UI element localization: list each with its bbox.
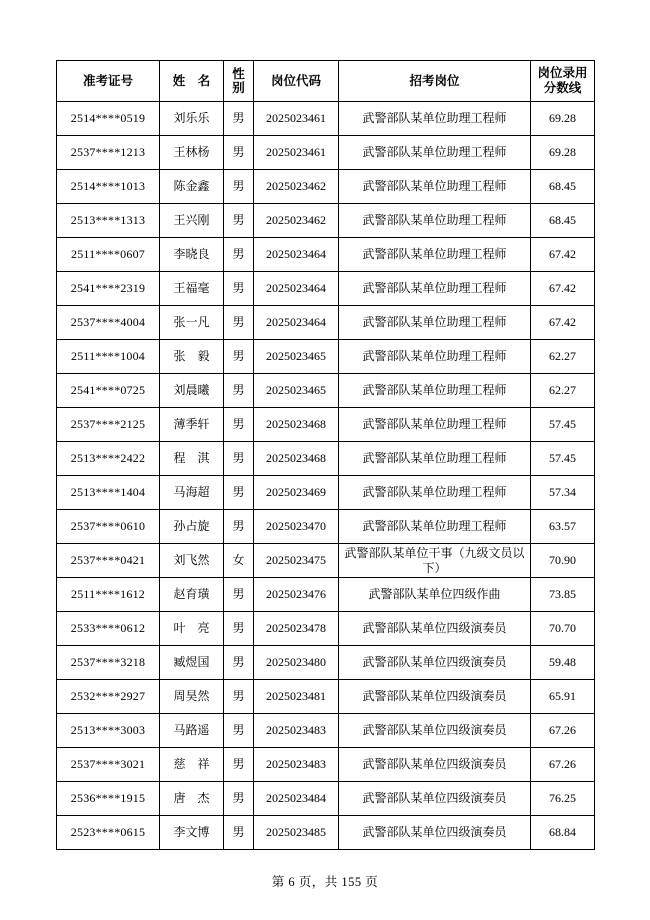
cell-score: 76.25 — [531, 782, 595, 816]
cell-score: 62.27 — [531, 374, 595, 408]
cell-sex: 男 — [224, 816, 254, 850]
cell-post-name: 武警部队某单位助理工程师 — [339, 408, 531, 442]
cell-name: 马路遥 — [160, 714, 224, 748]
cell-sex: 男 — [224, 170, 254, 204]
cell-exam-no: 2514****1013 — [57, 170, 160, 204]
cell-post-name: 武警部队某单位四级演奏员 — [339, 612, 531, 646]
cell-sex: 女 — [224, 544, 254, 578]
table-row — [57, 238, 595, 272]
cell-post-code: 2025023465 — [254, 374, 339, 408]
cell-post-code: 2025023480 — [254, 646, 339, 680]
cell-name: 张 毅 — [160, 340, 224, 374]
cell-exam-no: 2513****1313 — [57, 204, 160, 238]
table-row — [57, 170, 595, 204]
table-row — [57, 782, 595, 816]
cell-score: 63.57 — [531, 510, 595, 544]
cell-exam-no: 2537****1213 — [57, 136, 160, 170]
cell-post-code: 2025023476 — [254, 578, 339, 612]
cell-sex: 男 — [224, 612, 254, 646]
cell-score: 70.70 — [531, 612, 595, 646]
table-row — [57, 442, 595, 476]
cell-name: 臧煜国 — [160, 646, 224, 680]
cell-score: 68.84 — [531, 816, 595, 850]
table-body — [57, 102, 595, 850]
cell-score: 68.45 — [531, 170, 595, 204]
cell-name: 赵育璜 — [160, 578, 224, 612]
cell-score: 68.45 — [531, 204, 595, 238]
cell-post-name: 武警部队某单位助理工程师 — [339, 238, 531, 272]
cell-sex: 男 — [224, 442, 254, 476]
cell-post-name: 武警部队某单位四级演奏员 — [339, 714, 531, 748]
cell-score: 57.45 — [531, 442, 595, 476]
column-header-name: 姓 名 — [160, 61, 224, 102]
table-row — [57, 340, 595, 374]
cell-name: 马海超 — [160, 476, 224, 510]
cell-name: 周昊然 — [160, 680, 224, 714]
column-header-post-code: 岗位代码 — [254, 61, 339, 102]
cell-sex: 男 — [224, 748, 254, 782]
table-row — [57, 374, 595, 408]
cell-exam-no: 2511****1612 — [57, 578, 160, 612]
cell-score: 62.27 — [531, 340, 595, 374]
column-header-sex-line2: 别 — [232, 81, 245, 95]
cell-score: 67.26 — [531, 714, 595, 748]
cell-score: 67.42 — [531, 272, 595, 306]
cell-score: 70.90 — [531, 544, 595, 578]
cell-name: 刘晨曦 — [160, 374, 224, 408]
cell-exam-no: 2513****1404 — [57, 476, 160, 510]
cell-exam-no: 2532****2927 — [57, 680, 160, 714]
cell-exam-no: 2541****0725 — [57, 374, 160, 408]
cell-post-name: 武警部队某单位四级演奏员 — [339, 646, 531, 680]
cell-sex: 男 — [224, 680, 254, 714]
cell-exam-no: 2536****1915 — [57, 782, 160, 816]
cell-post-code: 2025023485 — [254, 816, 339, 850]
table-row — [57, 272, 595, 306]
cell-exam-no: 2513****2422 — [57, 442, 160, 476]
cell-post-code: 2025023462 — [254, 170, 339, 204]
cell-post-name: 武警部队某单位助理工程师 — [339, 340, 531, 374]
cell-sex: 男 — [224, 646, 254, 680]
column-header-sex-line1: 性 — [232, 66, 245, 81]
cell-exam-no: 2537****4004 — [57, 306, 160, 340]
cell-sex: 男 — [224, 578, 254, 612]
cell-post-code: 2025023470 — [254, 510, 339, 544]
table-row — [57, 748, 595, 782]
table-row — [57, 646, 595, 680]
cell-post-code: 2025023481 — [254, 680, 339, 714]
cell-post-code: 2025023468 — [254, 408, 339, 442]
cell-name: 叶 亮 — [160, 612, 224, 646]
cell-post-code: 2025023461 — [254, 102, 339, 136]
table-row — [57, 612, 595, 646]
column-header-sex — [224, 61, 254, 102]
cell-score: 59.48 — [531, 646, 595, 680]
cell-post-code: 2025023468 — [254, 442, 339, 476]
table-row — [57, 714, 595, 748]
cell-post-code: 2025023462 — [254, 204, 339, 238]
cell-score: 57.34 — [531, 476, 595, 510]
cell-post-code: 2025023464 — [254, 238, 339, 272]
cell-score: 67.42 — [531, 238, 595, 272]
cell-name: 唐 杰 — [160, 782, 224, 816]
table-row — [57, 102, 595, 136]
cell-score: 69.28 — [531, 102, 595, 136]
cell-exam-no: 2537****0610 — [57, 510, 160, 544]
cell-exam-no: 2537****0421 — [57, 544, 160, 578]
cell-name: 张一凡 — [160, 306, 224, 340]
cell-sex: 男 — [224, 340, 254, 374]
cell-post-name: 武警部队某单位四级演奏员 — [339, 680, 531, 714]
cell-score: 65.91 — [531, 680, 595, 714]
cell-sex: 男 — [224, 374, 254, 408]
table-row — [57, 136, 595, 170]
cell-sex: 男 — [224, 136, 254, 170]
results-table — [56, 60, 595, 850]
column-header-post-name: 招考岗位 — [339, 61, 531, 102]
cell-post-name: 武警部队某单位助理工程师 — [339, 374, 531, 408]
cell-name: 慈 祥 — [160, 748, 224, 782]
table-row — [57, 510, 595, 544]
table-header-row — [57, 61, 595, 102]
cell-post-name: 武警部队某单位四级作曲 — [339, 578, 531, 612]
cell-name: 王福毫 — [160, 272, 224, 306]
cell-sex: 男 — [224, 408, 254, 442]
table-row — [57, 204, 595, 238]
cell-score: 67.42 — [531, 306, 595, 340]
table-row — [57, 476, 595, 510]
cell-post-name: 武警部队某单位助理工程师 — [339, 442, 531, 476]
cell-exam-no: 2537****2125 — [57, 408, 160, 442]
cell-sex: 男 — [224, 238, 254, 272]
cell-score: 69.28 — [531, 136, 595, 170]
cell-post-code: 2025023464 — [254, 272, 339, 306]
cell-name: 王兴刚 — [160, 204, 224, 238]
cell-post-name: 武警部队某单位干事（九级文员以下） — [339, 544, 531, 578]
column-header-score-line — [531, 61, 595, 102]
table-row — [57, 680, 595, 714]
page-footer: 第 6 页，共 155 页 — [271, 875, 379, 889]
cell-exam-no: 2533****0612 — [57, 612, 160, 646]
cell-sex: 男 — [224, 510, 254, 544]
cell-name: 程 淇 — [160, 442, 224, 476]
cell-exam-no: 2514****0519 — [57, 102, 160, 136]
cell-name: 李文博 — [160, 816, 224, 850]
cell-post-code: 2025023483 — [254, 714, 339, 748]
cell-sex: 男 — [224, 102, 254, 136]
cell-sex: 男 — [224, 204, 254, 238]
cell-post-code: 2025023483 — [254, 748, 339, 782]
column-header-score-line1: 岗位录用 — [537, 66, 588, 81]
cell-exam-no: 2537****3021 — [57, 748, 160, 782]
cell-post-code: 2025023469 — [254, 476, 339, 510]
table-row — [57, 544, 595, 578]
column-header-exam-no: 准考证号 — [57, 61, 160, 102]
cell-score: 67.26 — [531, 748, 595, 782]
cell-post-code: 2025023478 — [254, 612, 339, 646]
column-header-score-line2: 分数线 — [543, 81, 582, 95]
cell-sex: 男 — [224, 476, 254, 510]
cell-name: 孙占旋 — [160, 510, 224, 544]
cell-exam-no: 2541****2319 — [57, 272, 160, 306]
cell-post-name: 武警部队某单位助理工程师 — [339, 510, 531, 544]
cell-post-code: 2025023461 — [254, 136, 339, 170]
table-header — [57, 61, 595, 102]
cell-name: 陈金鑫 — [160, 170, 224, 204]
cell-exam-no: 2537****3218 — [57, 646, 160, 680]
cell-post-name: 武警部队某单位四级演奏员 — [339, 782, 531, 816]
cell-sex: 男 — [224, 272, 254, 306]
cell-exam-no: 2513****3003 — [57, 714, 160, 748]
cell-post-name: 武警部队某单位助理工程师 — [339, 136, 531, 170]
cell-post-code: 2025023475 — [254, 544, 339, 578]
cell-post-name: 武警部队某单位助理工程师 — [339, 204, 531, 238]
cell-name: 李晓良 — [160, 238, 224, 272]
table-row — [57, 816, 595, 850]
cell-post-code: 2025023465 — [254, 340, 339, 374]
cell-exam-no: 2511****1004 — [57, 340, 160, 374]
cell-post-name: 武警部队某单位四级演奏员 — [339, 748, 531, 782]
cell-post-name: 武警部队某单位四级演奏员 — [339, 816, 531, 850]
cell-post-name: 武警部队某单位助理工程师 — [339, 306, 531, 340]
table-row — [57, 578, 595, 612]
cell-post-name: 武警部队某单位助理工程师 — [339, 102, 531, 136]
cell-post-name: 武警部队某单位助理工程师 — [339, 476, 531, 510]
cell-score: 57.45 — [531, 408, 595, 442]
cell-exam-no: 2511****0607 — [57, 238, 160, 272]
table-row — [57, 408, 595, 442]
cell-name: 刘飞然 — [160, 544, 224, 578]
cell-sex: 男 — [224, 782, 254, 816]
cell-post-name: 武警部队某单位助理工程师 — [339, 170, 531, 204]
cell-name: 薄季轩 — [160, 408, 224, 442]
cell-exam-no: 2523****0615 — [57, 816, 160, 850]
cell-post-code: 2025023464 — [254, 306, 339, 340]
cell-sex: 男 — [224, 714, 254, 748]
cell-post-code: 2025023484 — [254, 782, 339, 816]
cell-sex: 男 — [224, 306, 254, 340]
cell-score: 73.85 — [531, 578, 595, 612]
cell-name: 刘乐乐 — [160, 102, 224, 136]
table-row — [57, 306, 595, 340]
cell-post-name: 武警部队某单位助理工程师 — [339, 272, 531, 306]
cell-name: 王林杨 — [160, 136, 224, 170]
